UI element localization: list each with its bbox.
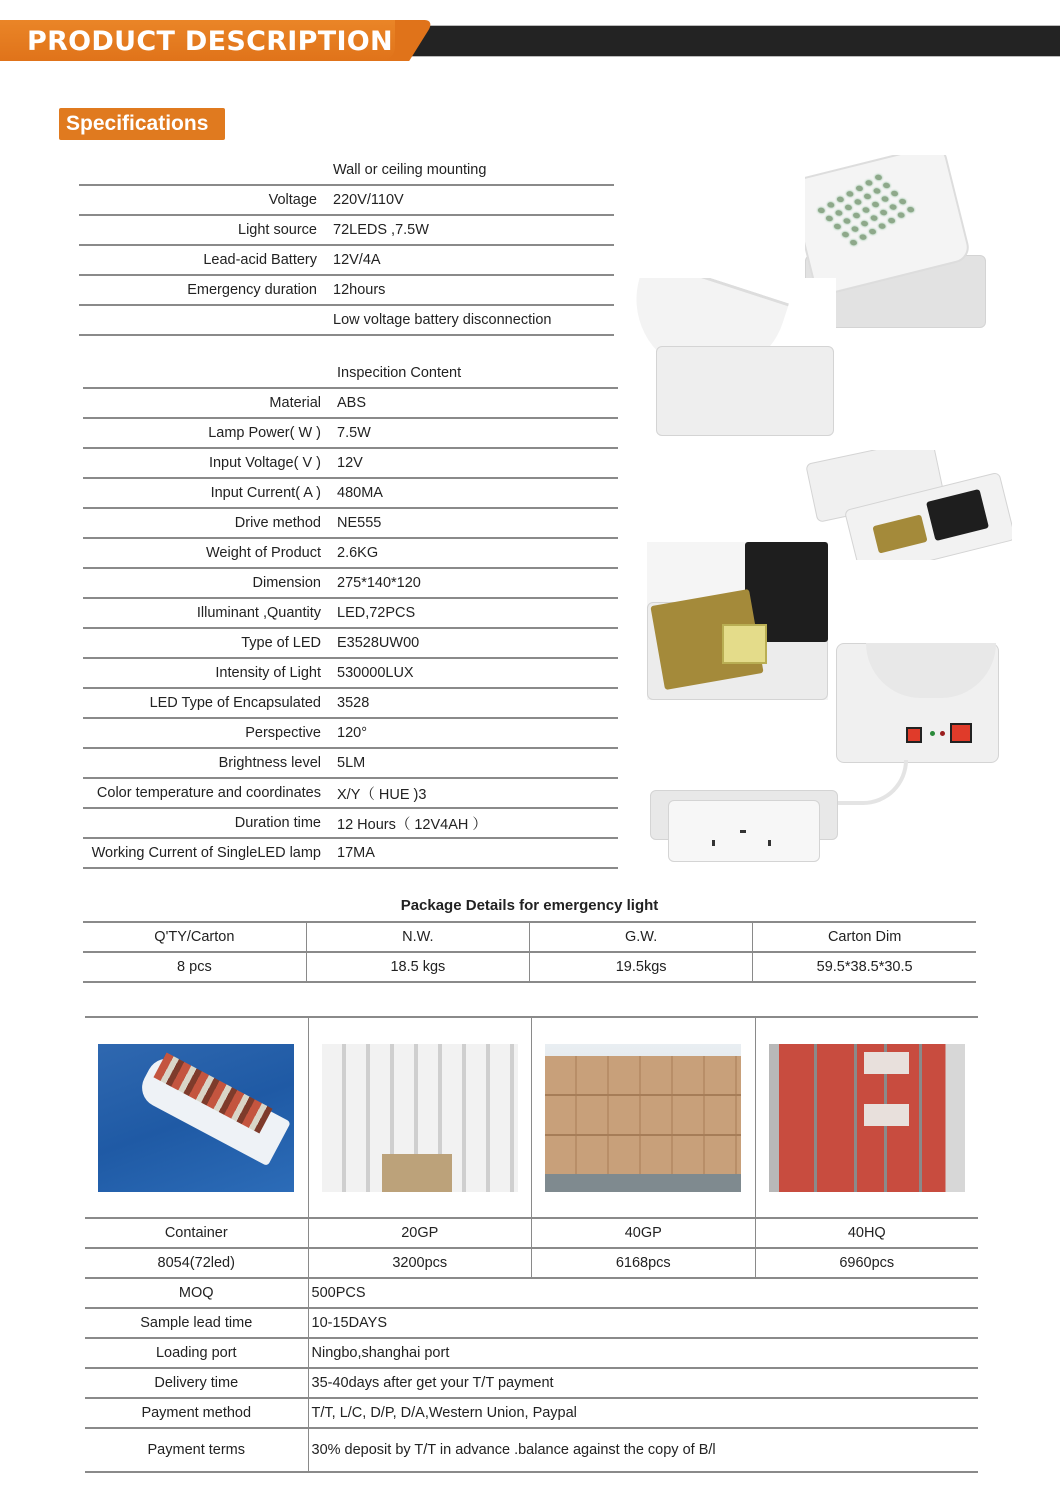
- spec-key: Working Current of SingleLED lamp: [91, 845, 321, 861]
- spec-value: 530000LUX: [337, 665, 414, 681]
- spec-key: Duration time: [234, 815, 321, 831]
- column-header: G.W.: [530, 922, 753, 952]
- table-row: [83, 718, 618, 748]
- package-table: [83, 921, 976, 983]
- table-row: [79, 185, 614, 215]
- table-row: [83, 478, 618, 508]
- term-key: Payment method: [85, 1398, 308, 1428]
- table-row: [83, 748, 618, 778]
- term-key: Loading port: [85, 1338, 308, 1368]
- table-row: [83, 508, 618, 538]
- term-value: Ningbo,shanghai port: [308, 1338, 978, 1368]
- spec-key: Drive method: [234, 515, 321, 531]
- package-details-title: Package Details for emergency light: [400, 897, 659, 914]
- column-header: Q'TY/Carton: [83, 922, 306, 952]
- table-cell: 18.5 kgs: [306, 952, 529, 982]
- spec-value: 72LEDS ,7.5W: [333, 222, 429, 238]
- table-row: [85, 1338, 978, 1368]
- image-cell: [532, 1017, 756, 1218]
- table-row: [79, 245, 614, 275]
- stocked-lamps-image: [322, 1044, 518, 1192]
- spec-key: Material: [269, 395, 321, 411]
- spec-key: Lead-acid Battery: [203, 252, 317, 268]
- spec-key: [79, 305, 333, 335]
- term-value: 35-40days after get your T/T payment: [308, 1368, 978, 1398]
- table-row: [85, 1308, 978, 1338]
- page-title: PRODUCT DESCRIPTION: [27, 26, 393, 57]
- header-dark-bar: [380, 25, 1060, 57]
- product-image-side-view: [626, 278, 836, 438]
- term-key: MOQ: [85, 1278, 308, 1308]
- table-cell: 40HQ: [755, 1218, 978, 1248]
- table-row: [85, 1368, 978, 1398]
- table-cell: 59.5*38.5*30.5: [753, 952, 976, 982]
- spec-key: Color temperature and coordinates: [96, 785, 321, 801]
- spec-value: X/Y（ HUE )3: [337, 786, 427, 803]
- spec-key: Dimension: [252, 575, 321, 591]
- term-value: 500PCS: [308, 1278, 978, 1308]
- table-row: [79, 275, 614, 305]
- spec-value: 12hours: [333, 282, 386, 298]
- term-key: Delivery time: [85, 1368, 308, 1398]
- table-row: [83, 358, 618, 388]
- spec-table-general: [79, 155, 614, 336]
- spec-value: ABS: [337, 395, 367, 411]
- spec-value: 2.6KG: [337, 545, 379, 561]
- table-row: [83, 628, 618, 658]
- table-row: [83, 418, 618, 448]
- term-key: Payment terms: [85, 1428, 308, 1472]
- table-cell: 19.5kgs: [530, 952, 753, 982]
- table-row: [85, 1218, 978, 1248]
- spec-header: Inspecition Content: [337, 364, 462, 381]
- spec-value: 12V: [337, 455, 363, 471]
- ac-indicator-icon: [930, 731, 935, 736]
- spec-key: Brightness level: [218, 755, 321, 771]
- bat-indicator-icon: [940, 731, 945, 736]
- table-row: [83, 952, 976, 982]
- table-row: [85, 1278, 978, 1308]
- spec-value: 480MA: [337, 485, 383, 501]
- table-row: [83, 688, 618, 718]
- spec-value: 17MA: [337, 845, 375, 861]
- specifications-badge: Specifications: [59, 108, 225, 140]
- term-value: T/T, L/C, D/P, D/A,Western Union, Paypal: [308, 1398, 978, 1428]
- table-cell: 20GP: [308, 1218, 532, 1248]
- spec-key: Input Voltage( V ): [208, 455, 321, 471]
- logistics-table: [85, 1016, 978, 1473]
- column-header: Carton Dim: [753, 922, 976, 952]
- term-value: 10-15DAYS: [308, 1308, 978, 1338]
- spec-key: Voltage: [268, 192, 317, 208]
- table-cell: 8054(72led): [85, 1248, 308, 1278]
- table-row: [83, 388, 618, 418]
- term-key: Sample lead time: [85, 1308, 308, 1338]
- spec-table-inspection: [83, 358, 618, 869]
- table-header-row: [83, 922, 976, 952]
- table-cell: Container: [85, 1218, 308, 1248]
- table-row: [85, 1398, 978, 1428]
- cargo-ship-image: [98, 1044, 294, 1192]
- table-cell: 8 pcs: [83, 952, 306, 982]
- table-row: [79, 305, 614, 335]
- spec-key: Lamp Power( W ): [208, 425, 321, 441]
- table-cell: 6168pcs: [532, 1248, 756, 1278]
- spec-value: 275*140*120: [337, 575, 421, 591]
- table-row: [79, 215, 614, 245]
- spec-value: Wall or ceiling mounting: [333, 161, 487, 178]
- loaded-container-image: [769, 1044, 965, 1192]
- spec-key: Perspective: [245, 725, 321, 741]
- spec-value: Low voltage battery disconnection: [333, 312, 552, 328]
- column-header: N.W.: [306, 922, 529, 952]
- spec-value: 12V/4A: [333, 252, 381, 268]
- table-row: [83, 658, 618, 688]
- power-switch-icon: [950, 723, 972, 743]
- spec-value: E3528UW00: [337, 635, 420, 651]
- spec-value: LED,72PCS: [337, 605, 416, 621]
- image-row: [85, 1017, 978, 1218]
- power-cable: [838, 760, 908, 805]
- spec-key: Intensity of Light: [215, 665, 321, 681]
- spec-value: 3528: [337, 695, 370, 711]
- term-value: 30% deposit by T/T in advance .balance against the copy of B/l: [308, 1428, 978, 1472]
- table-row: [79, 155, 614, 185]
- image-cell: [308, 1017, 532, 1218]
- spec-value: 12 Hours（ 12V4AH ）: [337, 816, 487, 833]
- spec-value: 5LM: [337, 755, 366, 771]
- test-button-icon: [906, 727, 922, 743]
- spec-value: NE555: [337, 515, 382, 531]
- product-image-control-panel: [836, 643, 999, 763]
- product-image-back-mount: [650, 780, 840, 862]
- image-cell: [755, 1017, 978, 1218]
- product-image-circuit: [647, 542, 828, 700]
- table-row: [83, 538, 618, 568]
- table-row: [83, 448, 618, 478]
- table-row: [83, 838, 618, 868]
- table-row: [85, 1428, 978, 1472]
- spec-key: [79, 155, 333, 185]
- spec-value: 120°: [337, 725, 367, 741]
- spec-key: Type of LED: [241, 635, 321, 651]
- spec-value: 220V/110V: [333, 192, 404, 208]
- table-cell: 40GP: [532, 1218, 756, 1248]
- spec-key: LED Type of Encapsulated: [149, 695, 321, 711]
- table-row: [83, 598, 618, 628]
- palletized-cartons-image: [545, 1044, 741, 1192]
- table-row: [83, 778, 618, 808]
- spec-key: [83, 358, 337, 388]
- image-cell: [85, 1017, 308, 1218]
- spec-key: Light source: [238, 222, 317, 238]
- table-cell: 6960pcs: [755, 1248, 978, 1278]
- spec-key: Illuminant ,Quantity: [196, 605, 321, 621]
- table-row: [85, 1248, 978, 1278]
- table-row: [83, 568, 618, 598]
- spec-key: Input Current( A ): [210, 485, 321, 501]
- table-row: [83, 808, 618, 838]
- spec-key: Emergency duration: [187, 282, 317, 298]
- spec-key: Weight of Product: [206, 545, 321, 561]
- table-cell: 3200pcs: [308, 1248, 532, 1278]
- spec-value: 7.5W: [337, 425, 371, 441]
